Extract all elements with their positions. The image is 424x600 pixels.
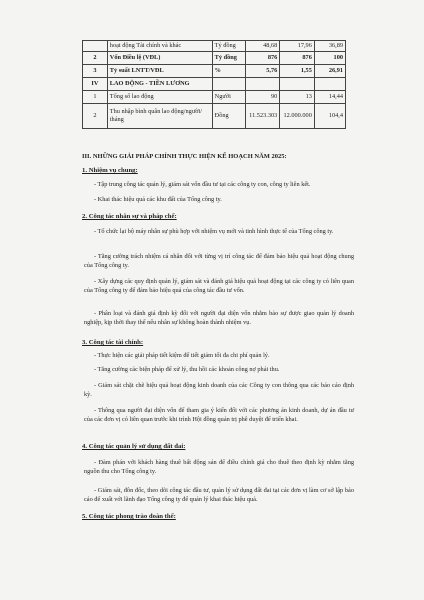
row-number: IV [83, 78, 108, 91]
row-number: 2 [83, 104, 108, 129]
row-number: 3 [83, 65, 108, 78]
para-2d: - Phân loại và đánh giá định kỳ đối với người đại diện vốn nhằm bảo sự được giao quản lý doanh nghiệp, kịp thời thay thế nếu nhân sự không hoàn thành nhiệm vụ. [84, 310, 354, 327]
heading-1: 1. Nhiệm vụ chung: [82, 167, 138, 174]
value-col-1: 876 [245, 52, 280, 65]
heading-2: 2. Công tác nhân sự và pháp chế: [82, 213, 177, 220]
value-col-2: 12.000.000 [280, 104, 315, 129]
row-unit: Người [212, 91, 245, 104]
para-2c: - Xây dựng các quy định quản lý, giám sát và đánh giá hiệu quả hoạt động tại các công ty có liên quan của Tổng công ty để đảm bảo hiệu quả của công tác đầu tư vốn. [84, 278, 354, 295]
value-col-1: 5,76 [245, 65, 280, 78]
heading-3: 3. Công tác tài chính: [82, 339, 144, 346]
row-unit: Tỷ đồng [212, 41, 245, 52]
value-col-2: 17,96 [280, 41, 315, 52]
para-1b: - Khai thác hiệu quả các khu đất của Tổng công ty. [94, 196, 222, 203]
value-col-3: 26,91 [314, 65, 345, 78]
para-2b: - Tăng cường trách nhiệm cá nhân đối với từng vị trí công tác để đảm bảo hiệu quả hoạt động chung của Tổng công ty. [84, 253, 354, 270]
table-row [83, 52, 346, 65]
row-unit: % [212, 65, 245, 78]
para-3c: - Giám sát chặt chẽ hiệu quả hoạt động kinh doanh của các Công ty con thông qua các báo cáo định kỳ. [84, 382, 354, 399]
value-col-3: 100 [314, 52, 345, 65]
para-4b: - Giám sát, đôn đốc, theo dõi công tác đầu tư, quản lý sử dụng đất đai tại các đơn vị làm cơ sở lập báo cáo để xuất với lãnh đạo Tổng công ty để quản lý khai thác hiệu quả. [84, 487, 354, 504]
heading-5: 5. Công tác phong trào đoàn thể: [82, 513, 176, 520]
value-col-2 [280, 78, 315, 91]
row-indicator-name: LAO ĐỘNG - TIỀN LƯƠNG [107, 78, 212, 91]
value-col-3: 104,4 [314, 104, 345, 129]
table-row [83, 104, 346, 129]
results-table [82, 40, 346, 129]
value-col-2: 1,55 [280, 65, 315, 78]
table-row [83, 65, 346, 78]
row-indicator-name: hoạt động Tài chính và khác [107, 41, 212, 52]
para-4a: - Đàm phán với khách hàng thuê bất động sản để điều chỉnh giá cho thuê theo định kỳ nhằm tăng nguồn thu cho Tổng công ty. [84, 459, 354, 476]
heading-4: 4. Công tác quản lý sử dụng đất đai: [82, 443, 186, 450]
row-indicator-name: Vốn Điều lệ (VĐL) [107, 52, 212, 65]
table-row [83, 78, 346, 91]
row-indicator-name: Tỷ suất LNTT/VĐL [107, 65, 212, 78]
value-col-2: 876 [280, 52, 315, 65]
row-number: 1 [83, 91, 108, 104]
table-row [83, 91, 346, 104]
section-3-title: III. NHỮNG GIẢI PHÁP CHÍNH THỰC HIỆN KẾ HOẠCH NĂM 2025: [82, 153, 287, 160]
value-col-1 [245, 78, 280, 91]
value-col-1: 90 [245, 91, 280, 104]
row-number: 2 [83, 52, 108, 65]
row-indicator-name: Thu nhập bình quân lao động/người/ tháng [107, 104, 212, 129]
row-unit: Đồng [212, 104, 245, 129]
value-col-3: 14,44 [314, 91, 345, 104]
value-col-3: 36,89 [314, 41, 345, 52]
value-col-3 [314, 78, 345, 91]
para-1a: - Tập trung công tác quản lý, giám sát vốn đầu tư tại các công ty con, công ty liên kết. [94, 181, 311, 188]
row-number [83, 41, 108, 52]
value-col-1: 11.523.303 [245, 104, 280, 129]
row-unit: Tỷ đồng [212, 52, 245, 65]
row-unit [212, 78, 245, 91]
para-3b: - Tăng cường các biện pháp để xử lý, thu hồi các khoản công nợ phải thu. [94, 366, 280, 373]
value-col-1: 48,68 [245, 41, 280, 52]
row-indicator-name: Tổng số lao động [107, 91, 212, 104]
para-3a: - Thực hiện các giải pháp tiết kiệm để tiết giảm tối đa chi phí quản lý. [94, 352, 270, 359]
para-2a: - Tổ chức lại bộ máy nhân sự phù hợp với nhiệm vụ mới và tinh hình thực tế của Tổng công ty. [94, 228, 334, 235]
value-col-2: 13 [280, 91, 315, 104]
table-row [83, 41, 346, 52]
para-3d: - Thông qua người đại diện vốn để tham gia ý kiến đối với các phương án kinh doanh, dự án đầu tư của các đơn vị có liên quan trước khi trình Hội đồng quản trị phê duyệt để triển khai. [84, 407, 354, 424]
